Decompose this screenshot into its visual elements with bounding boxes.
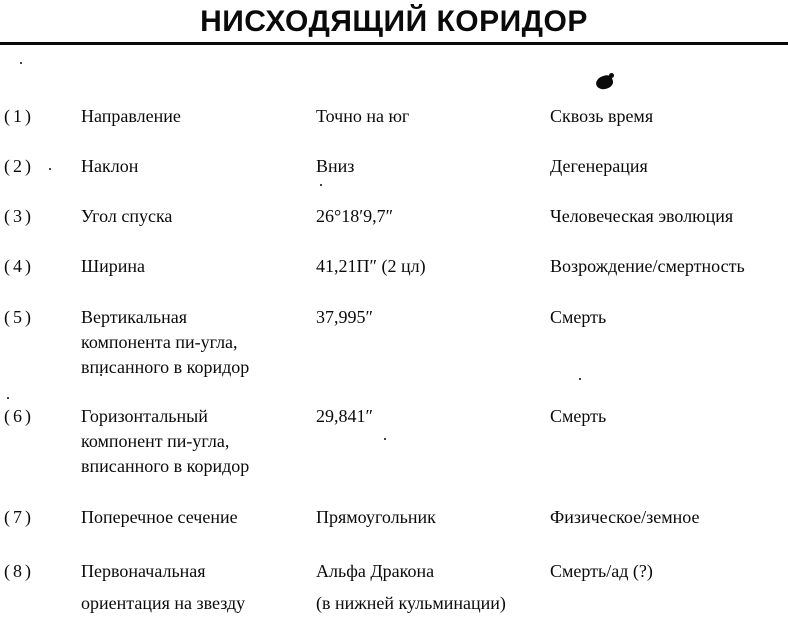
parameter-line: Угол спуска (81, 206, 173, 226)
parameter-line: ориентация на звезду (81, 593, 246, 613)
row-parameter (81, 555, 306, 619)
value-line: Точно на юг (316, 106, 410, 126)
row-number: (4) (4, 256, 34, 276)
value-line: 29,841″ (316, 406, 373, 426)
scan-speck (579, 378, 581, 380)
row-number: (2) (4, 156, 34, 176)
parameter-line: Ширина (81, 256, 146, 276)
meaning-line: Смерть (550, 406, 607, 426)
value-line: 41,21П″ (2 цл) (316, 256, 426, 276)
parameter-line: Поперечное сечение (81, 507, 238, 527)
value-line: Альфа Дракона (316, 561, 435, 581)
row-number: (1) (4, 106, 34, 126)
row-number: (5) (4, 307, 34, 327)
meaning-line: Возрождение/смертность (550, 256, 745, 276)
parameter-line: вписанного в коридор (81, 357, 250, 377)
scan-speck (20, 62, 22, 64)
row-meaning (550, 204, 733, 229)
row-parameter (81, 154, 306, 179)
row-parameter (81, 254, 306, 279)
row-value (316, 154, 354, 179)
parameter-line: Направление (81, 106, 181, 126)
row-value (316, 305, 373, 330)
value-line: (в нижней кульминации) (316, 593, 506, 613)
scan-speck (49, 168, 51, 170)
row-parameter (81, 404, 306, 479)
row-value (316, 404, 373, 429)
meaning-line: Дегенерация (550, 156, 648, 176)
scan-speck (7, 397, 9, 399)
row-meaning (550, 505, 699, 530)
value-line: 26°18′9,7″ (316, 206, 394, 226)
parameter-line: вписанного в коридор (81, 456, 250, 476)
parameter-line: компонент пи-угла, (81, 431, 230, 451)
row-meaning (550, 154, 648, 179)
parameter-line: Горизонтальный (81, 406, 208, 426)
page-title: НИСХОДЯЩИЙ КОРИДОР (200, 5, 588, 38)
value-line: Вниз (316, 156, 355, 176)
parameter-line: Наклон (81, 156, 139, 176)
row-value (316, 254, 426, 279)
row-number: (6) (4, 406, 34, 426)
parameter-line: Вертикальная (81, 307, 187, 327)
row-meaning (550, 305, 606, 330)
row-number: (8) (4, 561, 34, 581)
row-parameter (81, 305, 306, 380)
row-parameter (81, 104, 306, 129)
meaning-line: Сквозь время (550, 106, 654, 126)
row-meaning (550, 404, 606, 429)
meaning-line: Смерть/ад (?) (550, 561, 653, 581)
value-line: 37,995″ (316, 307, 373, 327)
meaning-line: Физическое/земное (550, 507, 700, 527)
row-number: (3) (4, 206, 34, 226)
row-value (316, 104, 409, 129)
scan-speck (384, 438, 386, 440)
row-meaning (550, 104, 653, 129)
parameter-line: Первоначальная (81, 561, 206, 581)
value-line: Прямоугольник (316, 507, 436, 527)
row-meaning (550, 555, 653, 587)
row-number: (7) (4, 507, 34, 527)
meaning-line: Смерть (550, 307, 607, 327)
title-underline (0, 42, 788, 45)
row-parameter (81, 204, 306, 229)
row-value (316, 555, 506, 619)
row-value (316, 204, 393, 229)
ink-blot-drip (609, 73, 614, 78)
scan-speck (320, 184, 322, 186)
parameter-line: компонента пи-угла, (81, 332, 238, 352)
row-meaning (550, 254, 745, 279)
row-parameter (81, 505, 306, 530)
meaning-line: Человеческая эволюция (550, 206, 734, 226)
row-value (316, 505, 436, 530)
